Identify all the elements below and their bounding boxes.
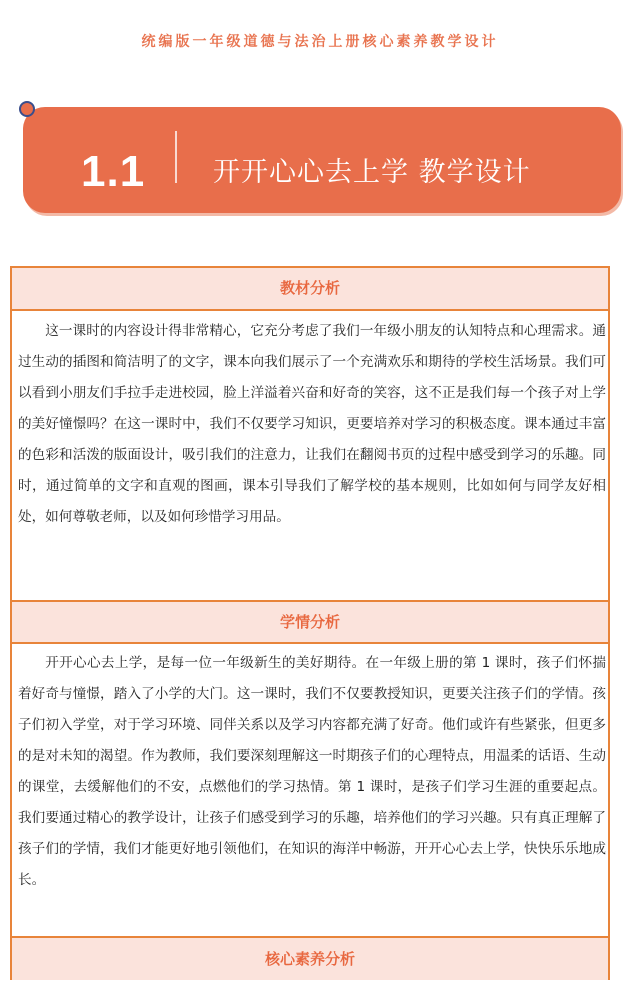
section-heading-textbook-analysis: 教材分析 [12,268,608,311]
document-series-title: 统编版一年级道德与法治上册核心素养教学设计 [141,34,499,50]
section-heading-core-competency-analysis: 核心素养分析 [12,936,608,980]
lesson-design-table [10,266,610,980]
lesson-number: 1.1 [81,147,146,196]
lesson-banner [23,107,621,213]
banner-dot-icon [19,101,35,117]
learner-analysis-text: 开开心心去上学，是每一位一年级新生的美好期待。在一年级上册的第 1 课时，孩子们怀揣着好奇与憧憬，踏入了小学的大门。这一课时，我们不仅要教授知识，更要关注孩子们的学情。孩子们初入学堂，对于学习环境、同伴关系以及学习内容都充满了好奇。他们或许有些紧张，但更多的是对未知的渴望。作为教师，我们要深刻理解这一时期孩子们的心理特点，用温柔的话语、生动的课堂，去缓解他们的不安，点燃他们的学习热情。第 1 课时，是孩子们学习生涯的重要起点。我们要通过精心的教学设计，让孩子们感受到学习的乐趣，培养他们的学习兴趣。只有真正理解了孩子们的学情，我们才能更好地引领他们，在知识的海洋中畅游，开开心心去上学，快快乐乐地成长。 [18,655,606,888]
textbook-analysis-text: 这一课时的内容设计得非常精心，它充分考虑了我们一年级小朋友的认知特点和心理需求。通过生动的插图和简洁明了的文字，课本向我们展示了一个充满欢乐和期待的学校生活场景。我们可以看到小朋友们手拉手走进校园，脸上洋溢着兴奋和好奇的笑容，这不正是我们每一个孩子对上学的美好憧憬吗？在这一课时中，我们不仅要学习知识，更要培养对学习的积极态度。课本通过丰富的色彩和活泼的版面设计，吸引我们的注意力，让我们在翻阅书页的过程中感受到学习的乐趣。同时，通过简单的文字和直观的图画，课本引导我们了解学校的基本规则，比如如何与同学友好相处，如何尊敬老师，以及如何珍惜学习用品。 [18,323,606,525]
banner-divider [175,131,177,183]
lesson-title: 开开心心去上学 教学设计 [213,157,531,188]
section-heading-learner-analysis: 学情分析 [12,600,608,644]
